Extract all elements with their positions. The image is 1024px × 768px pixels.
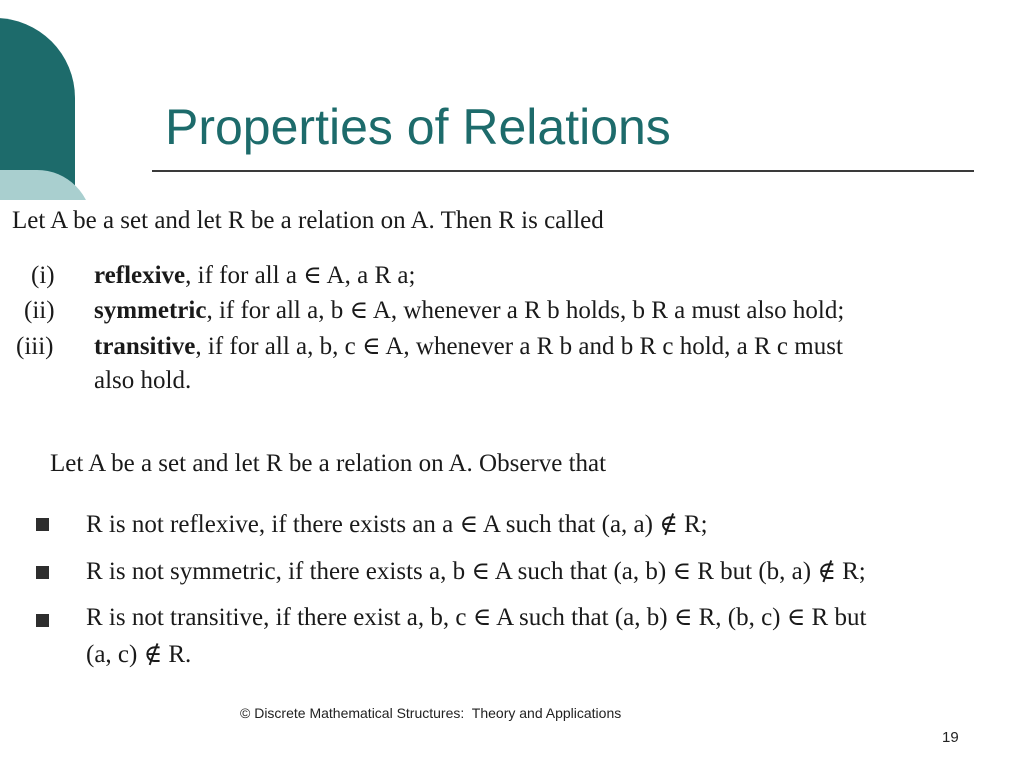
transitive-continuation: also hold. [94, 367, 192, 394]
bullet-marker [36, 614, 49, 627]
not-reflexive-statement: R is not reflexive, if there exists an a ∈ A such that (a, a) ∉ R; [86, 511, 708, 538]
definition-panel [0, 200, 1024, 405]
symmetric-condition: , if for all a, b ∈ A, whenever a R b holds, b R a must also hold; [206, 297, 845, 324]
term-reflexive: reflexive [94, 262, 186, 289]
item-reflexive [94, 261, 415, 291]
slide-title: Properties of Relations [165, 99, 671, 155]
not-transitive-continuation: (a, c) ∉ R. [86, 641, 192, 668]
item-symmetric [94, 296, 844, 326]
term-symmetric: symmetric [94, 297, 207, 324]
item-number-ii: (ii) [24, 297, 55, 324]
item-number-i: (i) [31, 262, 55, 289]
not-transitive-statement: R is not transitive, if there exist a, b, c ∈ A such that (a, b) ∈ R, (b, c) ∈ R but [86, 604, 867, 631]
not-symmetric-statement: R is not symmetric, if there exists a, b ∈ A such that (a, b) ∈ R but (b, a) ∉ R; [86, 558, 866, 585]
reflexive-condition: , if for all a ∈ A, a R a; [185, 262, 416, 289]
title-divider [152, 170, 974, 172]
item-transitive [94, 332, 843, 362]
bullet-marker [36, 566, 49, 579]
page-number: 19 [942, 729, 959, 746]
bullet-marker [36, 518, 49, 531]
footer-copyright: © Discrete Mathematical Structures: Theory and Applications [240, 705, 622, 721]
term-transitive: transitive [94, 333, 196, 360]
observation-intro: Let A be a set and let R be a relation on A. Observe that [50, 450, 607, 477]
definition-intro: Let A be a set and let R be a relation on A. Then R is called [12, 207, 604, 234]
transitive-condition: , if for all a, b, c ∈ A, whenever a R b and b R c hold, a R c must [195, 333, 843, 360]
item-number-iii: (iii) [16, 333, 54, 360]
